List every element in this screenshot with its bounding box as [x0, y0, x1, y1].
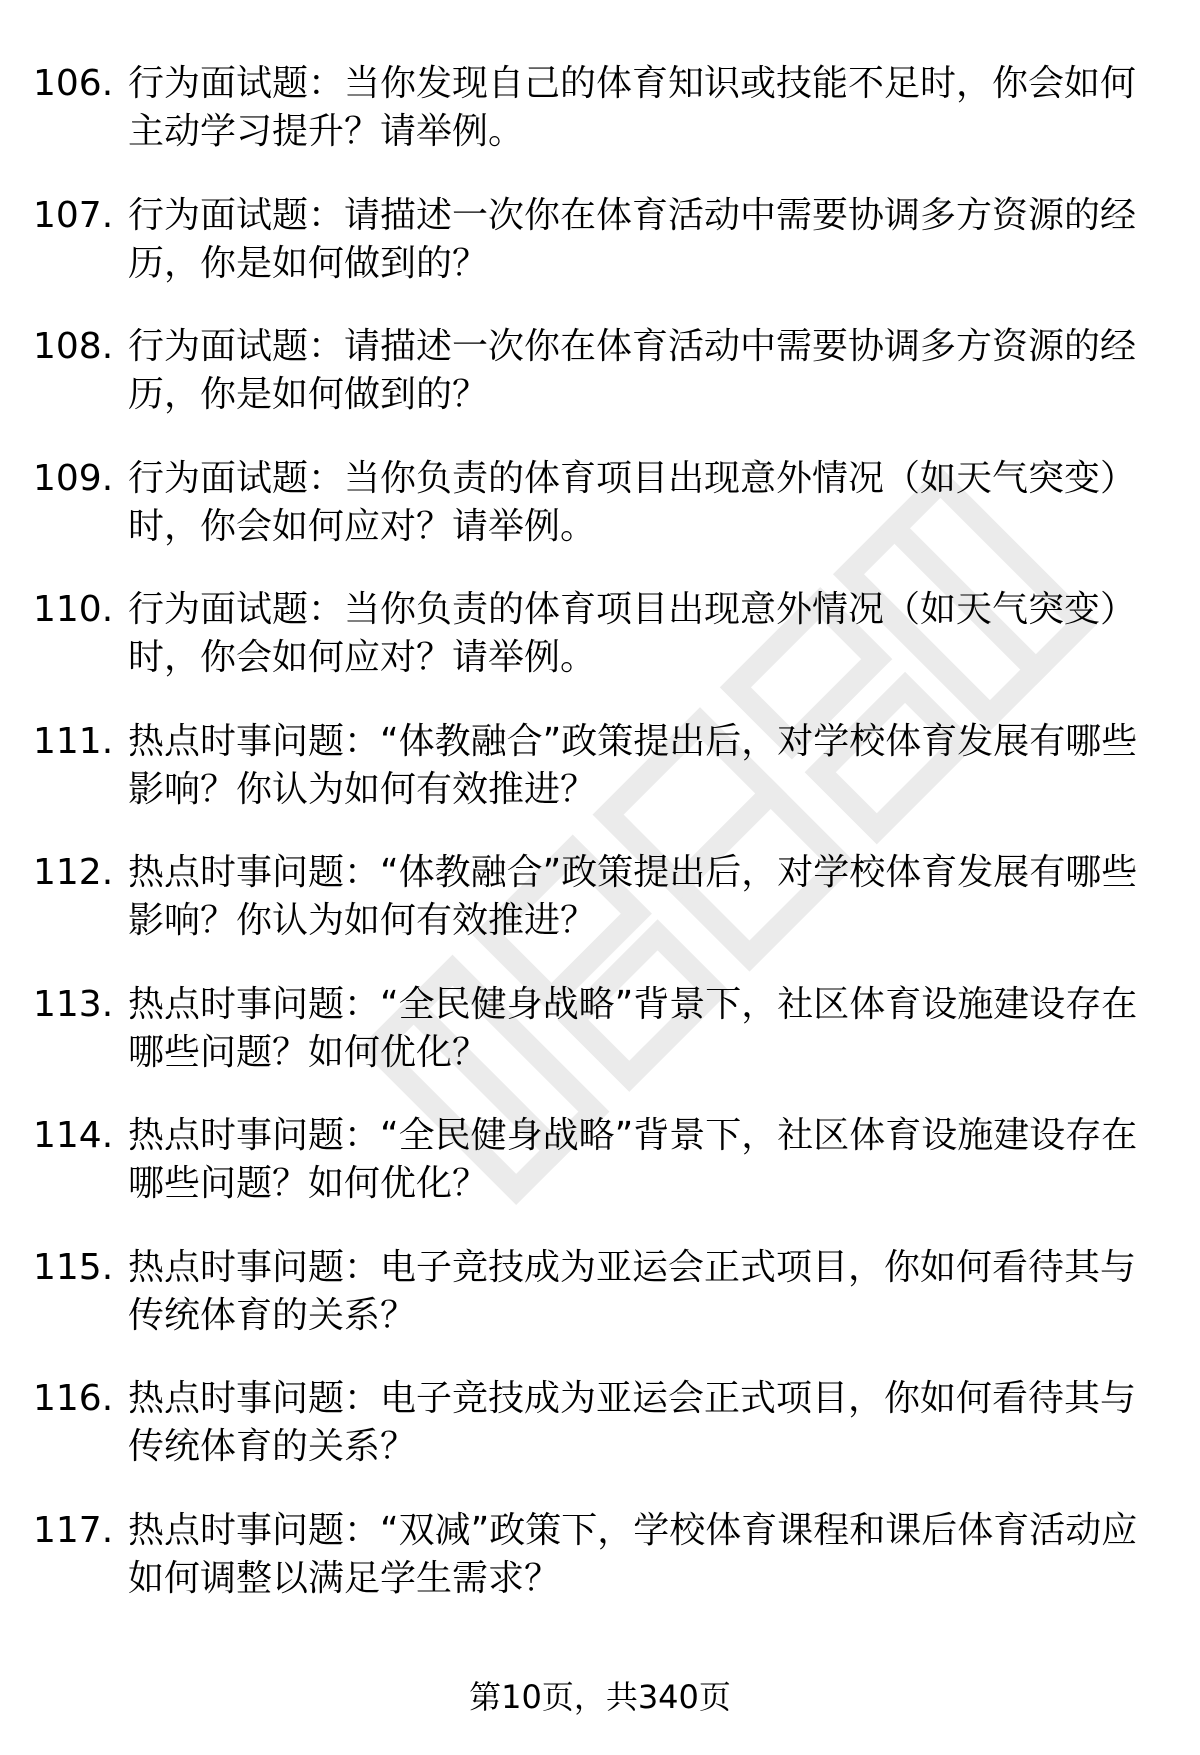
list-item: [0, 192, 1200, 324]
list-item: [0, 323, 1200, 455]
list-item: [0, 718, 1200, 850]
list-item: [0, 586, 1200, 718]
question-number: 116.: [33, 1378, 114, 1419]
question-text: 行为面试题：请描述一次你在体育活动中需要协调多方资源的经历，你是如何做到的？: [128, 326, 1137, 415]
question-number: 110.: [33, 589, 114, 630]
question-number: 114.: [33, 1115, 114, 1156]
question-text: 热点时事问题：“体教融合”政策提出后，对学校体育发展有哪些影响？你认为如何有效推进？: [128, 852, 1138, 941]
question-text: 行为面试题：当你负责的体育项目出现意外情况（如天气突变）时，你会如何应对？请举例。: [128, 589, 1137, 678]
question-text: 热点时事问题：“全民健身战略”背景下，社区体育设施建设存在哪些问题？如何优化？: [128, 983, 1138, 1073]
page-number-footer: 第10页，共340页: [469, 1678, 731, 1716]
question-number: 109.: [33, 457, 114, 499]
list-item: [0, 1375, 1200, 1507]
question-number: 106.: [33, 63, 114, 104]
question-number: 107.: [33, 194, 114, 236]
question-number: 108.: [33, 326, 114, 367]
question-number: 113.: [33, 983, 114, 1025]
question-number: 111.: [33, 720, 114, 762]
list-item: [0, 1112, 1200, 1244]
list-item: [0, 981, 1200, 1113]
list-item: [0, 849, 1200, 981]
list-item: [0, 60, 1200, 192]
question-text: 热点时事问题：“全民健身战略”背景下，社区体育设施建设存在哪些问题？如何优化？: [128, 1115, 1138, 1204]
list-item: [0, 1244, 1200, 1376]
question-number: 112.: [33, 852, 114, 893]
list-item: [0, 455, 1200, 587]
question-text: 热点时事问题：“体教融合”政策提出后，对学校体育发展有哪些影响？你认为如何有效推进？: [128, 720, 1138, 810]
question-number: 115.: [33, 1246, 114, 1288]
question-text: 热点时事问题：“双减”政策下，学校体育课程和课后体育活动应如何调整以满足学生需求？: [128, 1509, 1138, 1599]
question-text: 热点时事问题：电子竞技成为亚运会正式项目，你如何看待其与传统体育的关系？: [128, 1378, 1137, 1467]
question-number: 117.: [33, 1509, 114, 1551]
question-text: 热点时事问题：电子竞技成为亚运会正式项目，你如何看待其与传统体育的关系？: [128, 1246, 1137, 1336]
question-text: 行为面试题：当你发现自己的体育知识或技能不足时，你会如何主动学习提升？请举例。: [128, 63, 1137, 152]
question-text: 行为面试题：请描述一次你在体育活动中需要协调多方资源的经历，你是如何做到的？: [128, 194, 1137, 284]
list-item: [0, 1507, 1200, 1639]
question-list: [0, 60, 1200, 1638]
question-text: 行为面试题：当你负责的体育项目出现意外情况（如天气突变）时，你会如何应对？请举例。: [128, 457, 1137, 547]
